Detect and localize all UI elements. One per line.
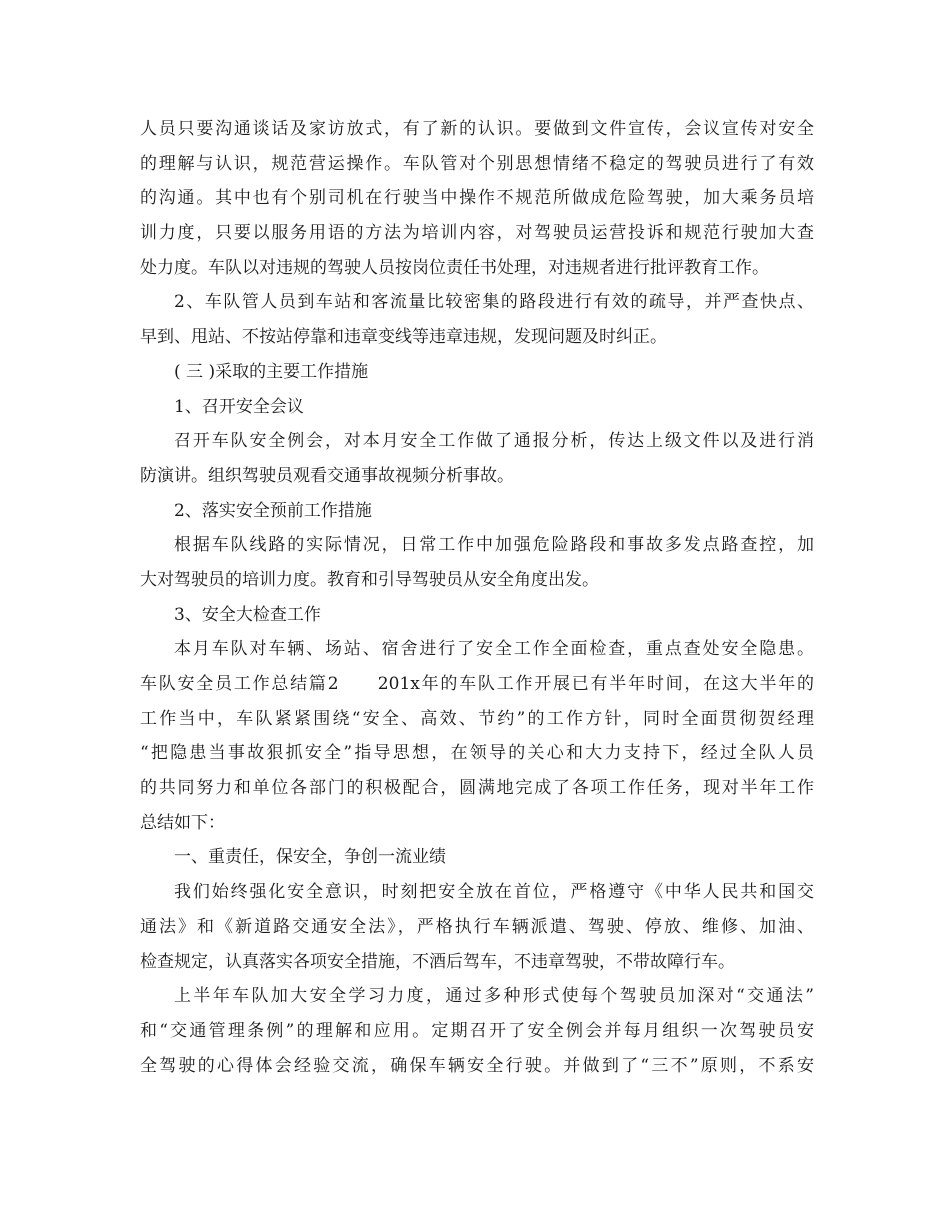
text-line: 通法》和《新道路交通安全法》，严格执行车辆派遣、驾驶、停放、维修、加油、 (140, 916, 814, 937)
text-line: 车队安全员工作总结篇2 201x年的车队工作开展已有半年时间，在这大半年的 (140, 674, 814, 694)
text-line: 上半年车队加大安全学习力度，通过多种形式使每个驾驶员加深对“交通法” (174, 986, 814, 1007)
text-line: 2、车队管人员到车站和客流量比较密集的路段进行有效的疏导，并严查快点、 (174, 292, 814, 313)
text-line: 一、重责任，保安全，争创一流业绩 (174, 847, 446, 868)
text-line: 处力度。车队以对违规的驾驶人员按岗位责任书处理，对违规者进行批评教育工作。 (140, 257, 769, 278)
text-line: 本月车队对车辆、场站、宿舍进行了安全工作全面检查，重点查处安全隐患。 (174, 639, 814, 660)
text-line: 大对驾驶员的培训力度。教育和引导驾驶员从安全角度出发。 (140, 569, 599, 590)
text-line: 训力度，只要以服务用语的方法为培训内容，对驾驶员运营投诉和规范行驶加大查 (140, 223, 814, 244)
text-line: 全驾驶的心得体会经验交流，确保车辆安全行驶。并做到了“三不”原则，不系安 (140, 1055, 814, 1076)
text-line: 3、安全大检查工作 (174, 604, 321, 625)
text-line: 我们始终强化安全意识，时刻把安全放在首位，严格遵守《中华人民共和国交 (174, 882, 814, 903)
text-line: 和“交通管理条例”的理解和应用。定期召开了安全例会并每月组织一次驾驶员安 (140, 1020, 814, 1041)
text-line: 总结如下： (140, 812, 225, 833)
text-line: 召开车队安全例会，对本月安全工作做了通报分析，传达上级文件以及进行消 (174, 431, 814, 452)
text-line: 根据车队线路的实际情况，日常工作中加强危险路段和事故多发点路查控，加 (174, 535, 814, 556)
text-line: ( 三 )采取的主要工作措施 (174, 361, 369, 382)
text-line: 的共同努力和单位各部门的积极配合，圆满地完成了各项工作任务，现对半年工作 (140, 778, 814, 799)
text-line: 早到、甩站、不按站停靠和违章变线等违章违规，发现问题及时纠正。 (140, 327, 667, 348)
text-line: 的沟通。其中也有个别司机在行驶当中操作不规范所做成危险驾驶，加大乘务员培 (140, 188, 814, 209)
text-line: “把隐患当事故狠抓安全”指导思想，在领导的关心和大力支持下，经过全队人员 (140, 743, 814, 764)
text-line: 防演讲。组织驾驶员观看交通事故视频分析事故。 (140, 465, 514, 486)
text-line: 人员只要沟通谈话及家访放式，有了新的认识。要做到文件宣传，会议宣传对安全 (140, 119, 814, 139)
text-line: 工作当中，车队紧紧围绕“安全、高效、节约”的工作方针，同时全面贯彻贺经理 (140, 708, 814, 729)
text-line: 1、召开安全会议 (174, 396, 304, 417)
text-line: 检查规定，认真落实各项安全措施，不酒后驾车，不违章驾驶，不带故障行车。 (140, 951, 735, 972)
body-text (140, 112, 814, 1083)
text-line: 2、落实安全预前工作措施 (174, 500, 372, 521)
text-line: 的理解与认识，规范营运操作。车队管对个别思想情绪不稳定的驾驶员进行了有效 (140, 153, 814, 174)
